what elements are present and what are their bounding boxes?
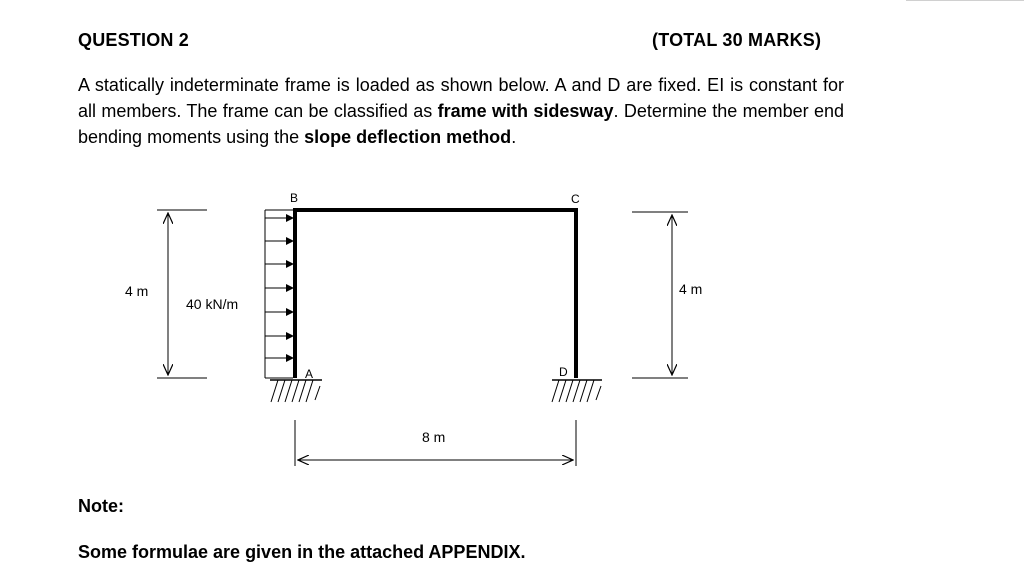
node-label-a: A — [305, 367, 314, 381]
fixed-support-a — [270, 380, 322, 402]
question-marks: (TOTAL 30 MARKS) — [652, 30, 822, 50]
distributed-load — [265, 210, 293, 378]
question-text-part-1: A statically indeterminate frame is loaded as shown below. A and D are fixed. EI is constant for all members. The frame can be classified as — [78, 75, 844, 121]
question-title: QUESTION 2 — [78, 30, 190, 50]
question-bold-method: slope deflection method — [304, 127, 512, 147]
node-label-b: B — [290, 191, 299, 205]
load-label: 40 kN/m — [186, 296, 239, 312]
node-label-c: C — [571, 192, 580, 206]
fixed-support-d — [552, 380, 602, 402]
height-left-label: 4 m — [125, 283, 149, 299]
note-text: Some formulae are given in the attached APPENDIX. — [78, 542, 526, 562]
span-label: 8 m — [422, 429, 446, 445]
question-bold-sidesway: frame with sidesway — [437, 101, 614, 121]
height-right-label: 4 m — [679, 281, 703, 297]
dimension-left — [157, 210, 207, 378]
question-text-part-3: . — [511, 127, 517, 147]
note-label: Note: — [78, 496, 124, 516]
question-text-part-2: . Determine the member end bending moments using the — [78, 101, 844, 147]
node-label-d: D — [559, 365, 568, 379]
